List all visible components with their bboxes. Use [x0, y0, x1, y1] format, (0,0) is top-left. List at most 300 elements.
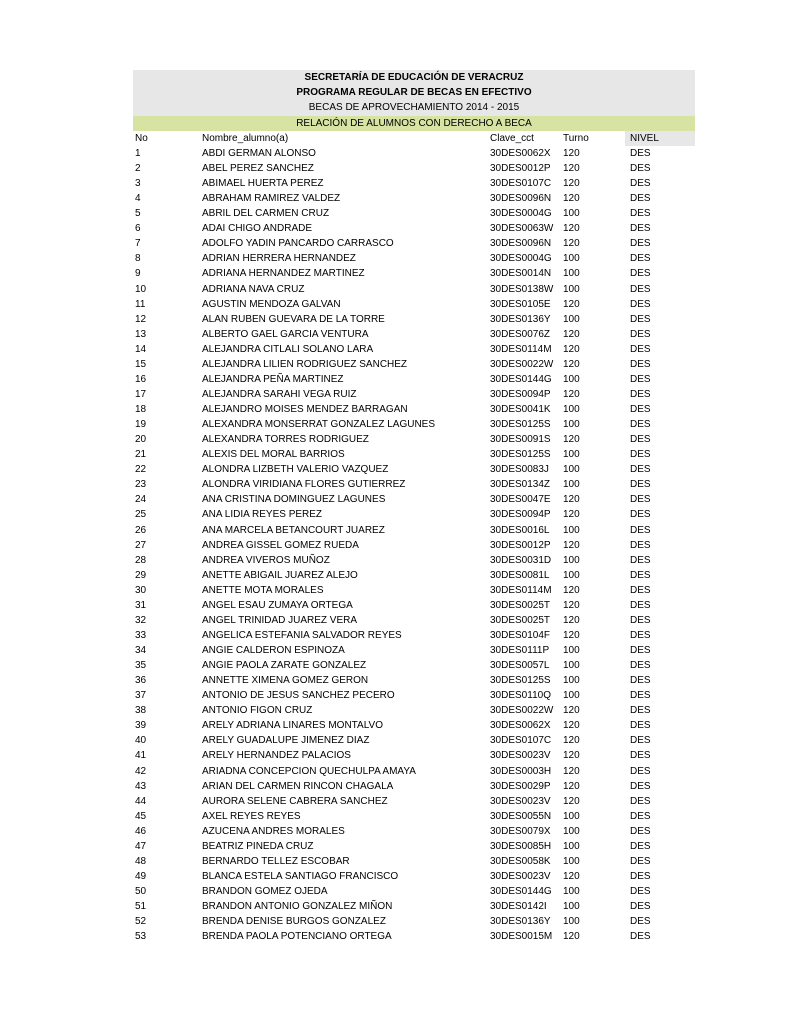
student-name: ANNETTE XIMENA GOMEZ GERON	[202, 675, 369, 687]
clave-cct: 30DES0004G	[490, 253, 552, 265]
clave-cct: 30DES0136Y	[490, 916, 551, 928]
clave-cct: 30DES0144G	[490, 373, 552, 385]
student-name: ABEL PEREZ SANCHEZ	[202, 163, 314, 174]
student-name: ANGEL ESAU ZUMAYA ORTEGA	[202, 599, 353, 611]
row-number: 17	[135, 388, 147, 400]
table-row	[133, 357, 695, 372]
student-name: ARIADNA CONCEPCION QUECHULPA AMAYA	[202, 765, 416, 777]
clave-cct: 30DES0022W	[490, 705, 554, 717]
student-name: ANA CRISTINA DOMINGUEZ LAGUNES	[202, 494, 386, 506]
table-row	[133, 553, 695, 568]
nivel-value: DES	[630, 434, 651, 446]
table-row	[133, 914, 695, 929]
row-number: 26	[135, 524, 147, 536]
table-row	[133, 372, 695, 387]
clave-cct: 30DES0111P	[490, 645, 550, 656]
row-number: 18	[135, 404, 147, 415]
clave-cct: 30DES0057L	[490, 660, 550, 672]
student-rows	[133, 146, 695, 944]
student-name: ALONDRA VIRIDIANA FLORES GUTIERREZ	[202, 479, 406, 491]
nivel-value: DES	[630, 223, 651, 235]
turno-value: 100	[563, 675, 580, 687]
turno-value: 120	[563, 795, 580, 807]
turno-value: 120	[563, 539, 580, 551]
row-number: 2	[135, 163, 141, 174]
turno-value: 120	[563, 584, 580, 596]
table-row	[133, 146, 695, 161]
table-row	[133, 764, 695, 779]
table-row	[133, 387, 695, 402]
nivel-value: DES	[630, 855, 651, 867]
header-relacion: RELACIÓN DE ALUMNOS CON DERECHO A BECA	[133, 116, 695, 131]
nivel-value: DES	[630, 750, 651, 762]
nivel-value: DES	[630, 298, 651, 310]
turno-value: 100	[563, 253, 580, 265]
table-row	[133, 206, 695, 221]
row-number: 20	[135, 434, 147, 446]
clave-cct: 30DES0096N	[490, 193, 552, 205]
turno-value: 100	[563, 886, 580, 897]
clave-cct: 30DES0063W	[490, 223, 554, 235]
student-name: ANTONIO DE JESUS SANCHEZ PECERO	[202, 690, 395, 702]
student-name: ARELY GUADALUPE JIMENEZ DIAZ	[202, 735, 370, 747]
clave-cct: 30DES0107C	[490, 735, 552, 747]
row-number: 39	[135, 720, 147, 732]
nivel-value: DES	[630, 358, 651, 370]
turno-value: 100	[563, 554, 580, 566]
clave-cct: 30DES0107C	[490, 178, 552, 190]
nivel-value: DES	[630, 901, 651, 913]
table-row	[133, 176, 695, 191]
nivel-value: DES	[630, 645, 651, 656]
header-programa: PROGRAMA REGULAR DE BECAS EN EFECTIVO	[133, 85, 695, 100]
turno-value: 100	[563, 404, 580, 415]
clave-cct: 30DES0012P	[490, 539, 551, 551]
nivel-value: DES	[630, 765, 651, 777]
student-name: ANA LIDIA REYES PEREZ	[202, 509, 323, 521]
table-row	[133, 266, 695, 281]
clave-cct: 30DES0023V	[490, 750, 551, 762]
column-header-row	[133, 131, 695, 146]
turno-value: 120	[563, 494, 580, 506]
nivel-value: DES	[630, 629, 651, 641]
clave-cct: 30DES0125S	[490, 675, 551, 687]
clave-cct: 30DES0094P	[490, 509, 551, 521]
table-row	[133, 854, 695, 869]
student-name: ANGEL TRINIDAD JUAREZ VERA	[202, 614, 358, 626]
turno-value: 100	[563, 268, 580, 280]
clave-cct: 30DES0136Y	[490, 313, 551, 325]
row-number: 21	[135, 449, 147, 461]
student-name: ANGIE PAOLA ZARATE GONZALEZ	[202, 660, 367, 672]
nivel-value: DES	[630, 283, 651, 295]
student-name: ALEJANDRA CITLALI SOLANO LARA	[202, 343, 374, 355]
student-name: ANETTE ABIGAIL JUAREZ ALEJO	[202, 569, 358, 581]
turno-value: 120	[563, 705, 580, 717]
turno-value: 100	[563, 479, 580, 491]
nivel-value: DES	[630, 404, 651, 415]
turno-value: 100	[563, 208, 580, 220]
clave-cct: 30DES0023V	[490, 870, 551, 882]
student-name: ALEXIS DEL MORAL BARRIOS	[202, 449, 345, 461]
nivel-value: DES	[630, 178, 651, 190]
row-number: 44	[135, 795, 147, 807]
student-name: ADRIANA NAVA CRUZ	[202, 283, 305, 295]
student-name: BRENDA DENISE BURGOS GONZALEZ	[202, 916, 386, 928]
turno-value: 100	[563, 419, 580, 431]
nivel-value: DES	[630, 810, 651, 822]
clave-cct: 30DES0081L	[490, 569, 550, 581]
row-number: 33	[135, 629, 147, 641]
nivel-value: DES	[630, 509, 651, 521]
nivel-value: DES	[630, 614, 651, 626]
nivel-value: DES	[630, 584, 651, 596]
row-number: 47	[135, 840, 147, 852]
table-row	[133, 538, 695, 553]
nivel-value: DES	[630, 464, 651, 476]
nivel-value: DES	[630, 599, 651, 611]
turno-value: 120	[563, 735, 580, 747]
nivel-value: DES	[630, 388, 651, 400]
turno-value: 100	[563, 464, 580, 476]
row-number: 11	[135, 298, 146, 310]
nivel-value: DES	[630, 735, 651, 747]
student-name: AURORA SELENE CABRERA SANCHEZ	[202, 795, 388, 807]
turno-value: 120	[563, 720, 580, 732]
nivel-value: DES	[630, 208, 651, 220]
turno-value: 120	[563, 509, 580, 521]
table-row	[133, 658, 695, 673]
table-row	[133, 251, 695, 266]
student-name: ANDREA VIVEROS MUÑOZ	[202, 554, 330, 566]
clave-cct: 30DES0083J	[490, 464, 549, 476]
student-name: ALAN RUBEN GUEVARA DE LA TORRE	[202, 313, 385, 325]
clave-cct: 30DES0091S	[490, 434, 551, 446]
student-name: ABRAHAM RAMIREZ VALDEZ	[202, 193, 341, 205]
nivel-value: DES	[630, 780, 651, 792]
clave-cct: 30DES0015M	[490, 931, 553, 943]
clave-cct: 30DES0062X	[490, 147, 551, 159]
nivel-value: DES	[630, 343, 651, 355]
turno-value: 120	[563, 614, 580, 626]
row-number: 34	[135, 645, 147, 656]
nivel-value: DES	[630, 163, 651, 174]
row-number: 49	[135, 870, 147, 882]
table-row	[133, 342, 695, 357]
turno-value: 120	[563, 238, 580, 250]
spreadsheet-page	[133, 70, 695, 944]
turno-value: 120	[563, 147, 580, 159]
row-number: 53	[135, 931, 147, 943]
table-row	[133, 492, 695, 507]
table-row	[133, 432, 695, 447]
turno-value: 120	[563, 343, 580, 355]
row-number: 5	[135, 208, 141, 220]
turno-value: 100	[563, 901, 580, 913]
row-number: 8	[135, 253, 141, 265]
student-name: BLANCA ESTELA SANTIAGO FRANCISCO	[202, 870, 399, 882]
student-name: ABIMAEL HUERTA PEREZ	[202, 178, 324, 190]
row-number: 43	[135, 780, 147, 792]
table-row	[133, 523, 695, 538]
row-number: 50	[135, 886, 147, 897]
clave-cct: 30DES0023V	[490, 795, 551, 807]
row-number: 29	[135, 569, 147, 581]
student-name: ADAI CHIGO ANDRADE	[202, 223, 313, 235]
turno-value: 100	[563, 449, 580, 461]
table-row	[133, 402, 695, 417]
row-number: 9	[135, 268, 141, 280]
row-number: 1	[135, 147, 141, 159]
nivel-value: DES	[630, 238, 651, 250]
clave-cct: 30DES0110Q	[490, 690, 551, 702]
row-number: 38	[135, 705, 147, 717]
student-name: ANETTE MOTA MORALES	[202, 584, 324, 596]
clave-cct: 30DES0144G	[490, 886, 552, 897]
clave-cct: 30DES0114M	[490, 343, 552, 355]
row-number: 14	[135, 343, 147, 355]
row-number: 16	[135, 373, 147, 385]
clave-cct: 30DES0076Z	[490, 328, 551, 340]
turno-value: 120	[563, 358, 580, 370]
row-number: 46	[135, 825, 147, 837]
nivel-value: DES	[630, 554, 651, 566]
student-name: ALBERTO GAEL GARCIA VENTURA	[202, 328, 369, 340]
student-name: ADOLFO YADIN PANCARDO CARRASCO	[202, 238, 394, 250]
table-row	[133, 718, 695, 733]
row-number: 24	[135, 494, 147, 506]
row-number: 30	[135, 584, 147, 596]
nivel-value: DES	[630, 253, 651, 265]
student-name: ADRIAN HERRERA HERNANDEZ	[202, 253, 356, 265]
turno-value: 120	[563, 328, 580, 340]
table-row	[133, 643, 695, 658]
turno-value: 100	[563, 855, 580, 867]
turno-value: 100	[563, 569, 580, 581]
row-number: 23	[135, 479, 147, 491]
header-becas: BECAS DE APROVECHAMIENTO 2014 - 2015	[133, 100, 695, 115]
row-number: 6	[135, 223, 141, 235]
row-number: 3	[135, 178, 141, 190]
clave-cct: 30DES0062X	[490, 720, 551, 732]
clave-cct: 30DES0041K	[490, 404, 551, 415]
nivel-value: DES	[630, 870, 651, 882]
student-name: BRANDON GOMEZ OJEDA	[202, 886, 328, 897]
row-number: 4	[135, 193, 141, 205]
col-clave-header: Clave_cct	[490, 132, 534, 144]
row-number: 37	[135, 690, 147, 702]
turno-value: 100	[563, 690, 580, 702]
turno-value: 120	[563, 193, 580, 205]
turno-value: 120	[563, 163, 580, 174]
student-name: ABDI GERMAN ALONSO	[202, 147, 316, 159]
student-name: ABRIL DEL CARMEN CRUZ	[202, 208, 330, 220]
student-name: BRANDON ANTONIO GONZALEZ MIÑON	[202, 901, 393, 913]
turno-value: 120	[563, 599, 580, 611]
clave-cct: 30DES0105E	[490, 298, 551, 310]
table-row	[133, 477, 695, 492]
table-row	[133, 673, 695, 688]
table-row	[133, 282, 695, 297]
clave-cct: 30DES0104F	[490, 629, 551, 641]
row-number: 35	[135, 660, 147, 672]
turno-value: 100	[563, 825, 580, 837]
row-number: 32	[135, 614, 147, 626]
clave-cct: 30DES0016L	[490, 524, 550, 536]
row-number: 10	[135, 283, 147, 295]
student-name: AZUCENA ANDRES MORALES	[202, 825, 345, 837]
student-name: ALEJANDRA SARAHI VEGA RUIZ	[202, 388, 357, 400]
nivel-value: DES	[630, 690, 651, 702]
col-name-header: Nombre_alumno(a)	[202, 132, 289, 144]
clave-cct: 30DES0096N	[490, 238, 552, 250]
row-number: 42	[135, 765, 147, 777]
clave-cct: 30DES0047E	[490, 494, 551, 506]
student-name: ANGELICA ESTEFANIA SALVADOR REYES	[202, 629, 402, 641]
turno-value: 100	[563, 810, 580, 822]
clave-cct: 30DES0022W	[490, 358, 554, 370]
clave-cct: 30DES0031D	[490, 554, 552, 566]
table-row	[133, 688, 695, 703]
table-row	[133, 236, 695, 251]
clave-cct: 30DES0125S	[490, 449, 551, 461]
clave-cct: 30DES0055N	[490, 810, 552, 822]
nivel-value: DES	[630, 660, 651, 672]
turno-value: 100	[563, 283, 580, 295]
table-row	[133, 221, 695, 236]
nivel-value: DES	[630, 479, 651, 491]
row-number: 13	[135, 328, 147, 340]
clave-cct: 30DES0029P	[490, 780, 551, 792]
row-number: 7	[135, 238, 141, 250]
clave-cct: 30DES0004G	[490, 208, 552, 220]
row-number: 28	[135, 554, 147, 566]
row-number: 36	[135, 675, 147, 687]
student-name: ALEXANDRA TORRES RODRIGUEZ	[202, 434, 369, 446]
col-nivel-header: NIVEL	[630, 132, 659, 144]
table-row	[133, 884, 695, 899]
nivel-value: DES	[630, 313, 651, 325]
row-number: 45	[135, 810, 147, 822]
student-name: AXEL REYES REYES	[202, 810, 301, 822]
student-name: ALEJANDRA PEÑA MARTINEZ	[202, 373, 344, 385]
clave-cct: 30DES0012P	[490, 163, 551, 174]
row-number: 15	[135, 358, 147, 370]
col-no-header: No	[135, 132, 148, 144]
nivel-value: DES	[630, 268, 651, 280]
nivel-value: DES	[630, 720, 651, 732]
student-name: ANA MARCELA BETANCOURT JUAREZ	[202, 524, 385, 536]
row-number: 41	[135, 750, 147, 762]
table-row	[133, 568, 695, 583]
table-row	[133, 583, 695, 598]
table-row	[133, 297, 695, 312]
nivel-value: DES	[630, 193, 651, 205]
table-row	[133, 703, 695, 718]
turno-value: 120	[563, 629, 580, 641]
row-number: 27	[135, 539, 147, 551]
row-number: 52	[135, 916, 147, 928]
nivel-value: DES	[630, 328, 651, 340]
nivel-value: DES	[630, 675, 651, 687]
col-turno-header: Turno	[563, 132, 589, 144]
row-number: 31	[135, 599, 147, 611]
student-name: ANDREA GISSEL GOMEZ RUEDA	[202, 539, 359, 551]
turno-value: 120	[563, 178, 580, 190]
header-secretaria: SECRETARÍA DE EDUCACIÓN DE VERACRUZ	[133, 70, 695, 85]
row-number: 19	[135, 419, 147, 431]
nivel-value: DES	[630, 931, 651, 943]
clave-cct: 30DES0079X	[490, 825, 551, 837]
turno-value: 100	[563, 660, 580, 672]
turno-value: 120	[563, 750, 580, 762]
nivel-value: DES	[630, 373, 651, 385]
turno-value: 120	[563, 223, 580, 235]
turno-value: 100	[563, 313, 580, 325]
nivel-value: DES	[630, 886, 651, 897]
turno-value: 120	[563, 931, 580, 943]
table-row	[133, 899, 695, 914]
student-name: ARELY ADRIANA LINARES MONTALVO	[202, 720, 383, 732]
student-name: ALEJANDRA LILIEN RODRIGUEZ SANCHEZ	[202, 358, 408, 370]
student-name: AGUSTIN MENDOZA GALVAN	[202, 298, 341, 310]
table-row	[133, 869, 695, 884]
turno-value: 120	[563, 434, 580, 446]
table-row	[133, 628, 695, 643]
student-name: BEATRIZ PINEDA CRUZ	[202, 840, 314, 852]
table-row	[133, 191, 695, 206]
turno-value: 100	[563, 916, 580, 928]
clave-cct: 30DES0025T	[490, 599, 551, 611]
table-row	[133, 733, 695, 748]
turno-value: 100	[563, 645, 580, 656]
clave-cct: 30DES0058K	[490, 855, 551, 867]
table-row	[133, 613, 695, 628]
nivel-value: DES	[630, 795, 651, 807]
table-row	[133, 809, 695, 824]
table-row	[133, 327, 695, 342]
table-row	[133, 312, 695, 327]
student-name: BRENDA PAOLA POTENCIANO ORTEGA	[202, 931, 392, 943]
student-name: ADRIANA HERNANDEZ MARTINEZ	[202, 268, 365, 280]
table-row	[133, 748, 695, 763]
student-name: ANTONIO FIGON CRUZ	[202, 705, 313, 717]
nivel-value: DES	[630, 419, 651, 431]
turno-value: 120	[563, 780, 580, 792]
nivel-value: DES	[630, 705, 651, 717]
row-number: 25	[135, 509, 147, 521]
nivel-value: DES	[630, 825, 651, 837]
clave-cct: 30DES0094P	[490, 388, 551, 400]
clave-cct: 30DES0025T	[490, 614, 551, 626]
clave-cct: 30DES0142I	[490, 901, 547, 913]
nivel-value: DES	[630, 524, 651, 536]
row-number: 51	[135, 901, 147, 913]
student-name: ALONDRA LIZBETH VALERIO VAZQUEZ	[202, 464, 389, 476]
clave-cct: 30DES0134Z	[490, 479, 551, 491]
clave-cct: 30DES0138W	[490, 283, 554, 295]
turno-value: 100	[563, 840, 580, 852]
table-row	[133, 507, 695, 522]
clave-cct: 30DES0003H	[490, 765, 552, 777]
student-name: BERNARDO TELLEZ ESCOBAR	[202, 855, 350, 867]
row-number: 22	[135, 464, 147, 476]
table-row	[133, 417, 695, 432]
table-row	[133, 794, 695, 809]
table-row	[133, 839, 695, 854]
clave-cct: 30DES0085H	[490, 840, 552, 852]
row-number: 12	[135, 313, 147, 325]
